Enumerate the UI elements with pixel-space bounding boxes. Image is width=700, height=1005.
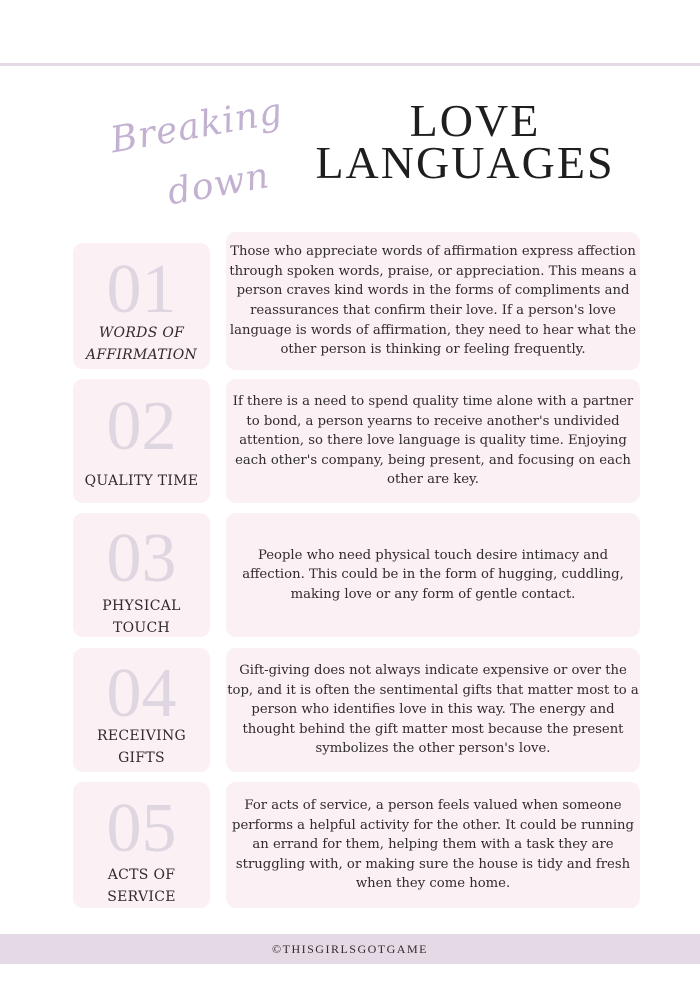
item-2-label-card bbox=[73, 379, 210, 503]
top-divider bbox=[0, 63, 700, 66]
header-script-down: down bbox=[164, 155, 273, 214]
item-2-description: If there is a need to spend quality time alone with a partner to bond, a person yearns to receive another's undivided attention, so there love language is quality time. Enjoying each other's company, being present, and focusing on each other are key. bbox=[232, 394, 634, 488]
item-3-label-card bbox=[73, 513, 210, 637]
item-3-label-line2: TOUCH bbox=[112, 620, 171, 636]
item-5-description: For acts of service, a person feels valued when someone performs a helpful activity for the other. It could be running an errand for them, helping them with a task they are struggling with, or making sure the house is tidy and fresh when they come home. bbox=[232, 798, 634, 892]
item-4-number: 04 bbox=[106, 655, 177, 732]
item-5-label-line1: ACTS OF bbox=[107, 867, 176, 883]
item-3-number: 03 bbox=[106, 520, 177, 597]
footer-credit: ©THISGIRLSGOTGAME bbox=[272, 941, 428, 956]
item-1-number: 01 bbox=[106, 251, 177, 328]
item-5-number: 05 bbox=[106, 790, 177, 867]
header-script-breaking: Breaking bbox=[107, 90, 286, 162]
item-4-description-card bbox=[226, 648, 640, 772]
item-1-label-card bbox=[73, 243, 210, 369]
item-3-label-line1: PHYSICAL bbox=[102, 598, 181, 614]
page-title-languages: LANGUAGES bbox=[315, 137, 615, 188]
item-5-description-card bbox=[226, 782, 640, 908]
item-1-description: Those who appreciate words of affirmation express affection through spoken words, praise, or appreciation. This means a person craves kind words in the forms of compliments and reassurances that confirm their love. If a person's love language is words of affirmation, they need to hear what the other person is thinking or feeling frequently. bbox=[229, 244, 637, 358]
footer-bar bbox=[0, 934, 700, 964]
item-4-label-line2: GIFTS bbox=[118, 750, 165, 766]
item-2-label-line1: QUALITY TIME bbox=[84, 473, 199, 489]
item-2-number: 02 bbox=[106, 388, 177, 465]
item-4-label-card bbox=[73, 648, 210, 772]
item-3-description-card bbox=[226, 513, 640, 637]
item-5-label-line2: SERVICE bbox=[107, 889, 176, 905]
item-1-description-card bbox=[226, 232, 640, 370]
item-4-description: Gift-giving does not always indicate expensive or over the top, and it is often the sentimental gifts that matter most to a person who identifies love in this way. The energy and thought behind the gift matter most because the present symbolizes the other person's love. bbox=[227, 663, 639, 757]
item-1-label-line1: WORDS OF bbox=[98, 325, 185, 341]
item-3-description: People who need physical touch desire intimacy and affection. This could be in the form of hugging, cuddling, making love or any form of gentle contact. bbox=[242, 547, 624, 602]
item-1-label-line2: AFFIRMATION bbox=[85, 347, 198, 363]
item-4-label-line1: RECEIVING bbox=[97, 728, 186, 744]
item-2-description-card bbox=[226, 379, 640, 503]
page-title-love: LOVE bbox=[409, 95, 541, 146]
item-5-label-card bbox=[73, 782, 210, 908]
